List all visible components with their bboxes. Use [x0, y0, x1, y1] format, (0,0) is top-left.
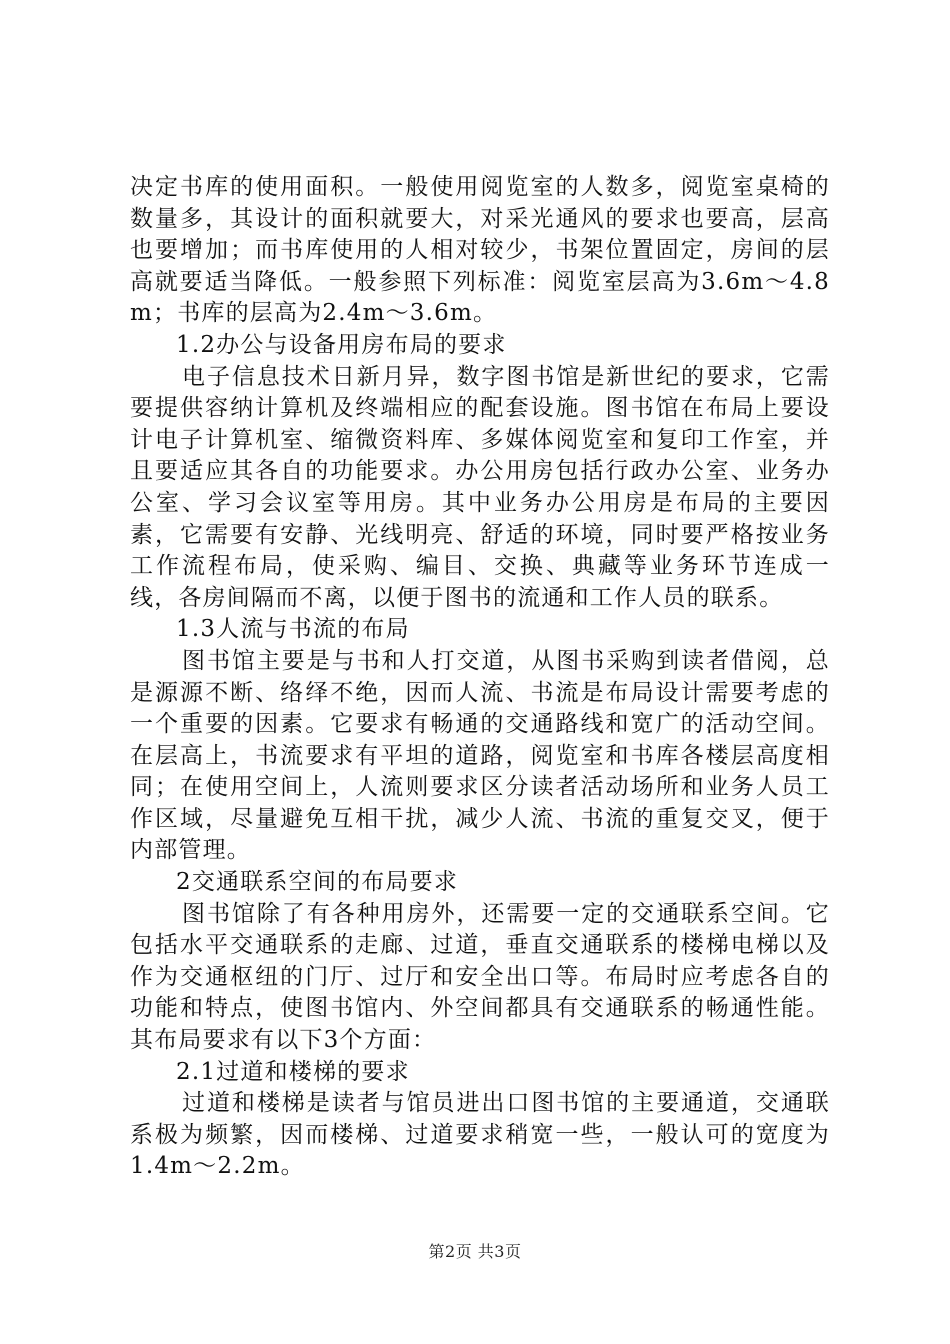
heading-corridor-stairs: 2.1过道和楼梯的要求 — [176, 1058, 410, 1085]
paragraph-floor-height: 决定书库的使用面积。一般使用阅览室的人数多，阅览室桌椅的数量多，其设计的面积就要大，对采光通风的要求也要高，层高也要增加；而书库使用的人相对较少，书架位置固定，房间的层高就要适当降低。一般参照下列标准：阅览室层高为3.6m～4.8m；书库的层高为2.4m～3.6m。 — [130, 174, 830, 327]
document-body — [130, 172, 830, 1183]
paragraph-corridor-stairs: 过道和楼梯是读者与馆员进出口图书馆的主要通道，交通联系极为频繁，因而楼梯、过道要求稍宽一些，一般认可的宽度为1.4m～2.2m。 — [130, 1090, 830, 1180]
paragraph-people-book-flow: 图书馆主要是与书和人打交道，从图书采购到读者借阅，总是源源不断、络绎不绝，因而人流、书流是布局设计需要考虑的一个重要的因素。它要求有畅通的交通路线和宽广的活动空间。在层高上，书流要求有平坦的道路，阅览室和书库各楼层高度相同；在使用空间上，人流则要求区分读者活动场所和业务人员工作区域，尽量避免互相干扰，减少人流、书流的重复交叉，便于内部管理。 — [130, 647, 830, 864]
heading-office-equipment-rooms: 1.2办公与设备用房布局的要求 — [176, 331, 507, 358]
paragraph-office-equipment-rooms: 电子信息技术日新月异，数字图书馆是新世纪的要求，它需要提供容纳计算机及终端相应的配套设施。图书馆在布局上要设计电子计算机室、缩微资料库、多媒体阅览室和复印工作室，并且要适应其各自的功能要求。办公用房包括行政办公室、业务办公室、学习会议室等用房。其中业务办公用房是布局的主要因素，它需要有安静、光线明亮、舒适的环境，同时要严格按业务工作流程布局，使采购、编目、交换、典藏等业务环节连成一线，各房间隔而不离，以便于图书的流通和工作人员的联系。 — [130, 363, 830, 611]
paragraph-traffic-space: 图书馆除了有各种用房外，还需要一定的交通联系空间。它包括水平交通联系的走廊、过道，垂直交通联系的楼梯电梯以及作为交通枢纽的门厅、过厅和安全出口等。布局时应考虑各自的功能和特点，使图书馆内、外空间都具有交通联系的畅通性能。其布局要求有以下3个方面： — [130, 900, 830, 1054]
heading-people-book-flow: 1.3人流与书流的布局 — [176, 616, 410, 643]
page-number-footer: 第2页 共3页 — [428, 1242, 522, 1261]
heading-traffic-space: 2交通联系空间的布局要求 — [176, 869, 459, 896]
